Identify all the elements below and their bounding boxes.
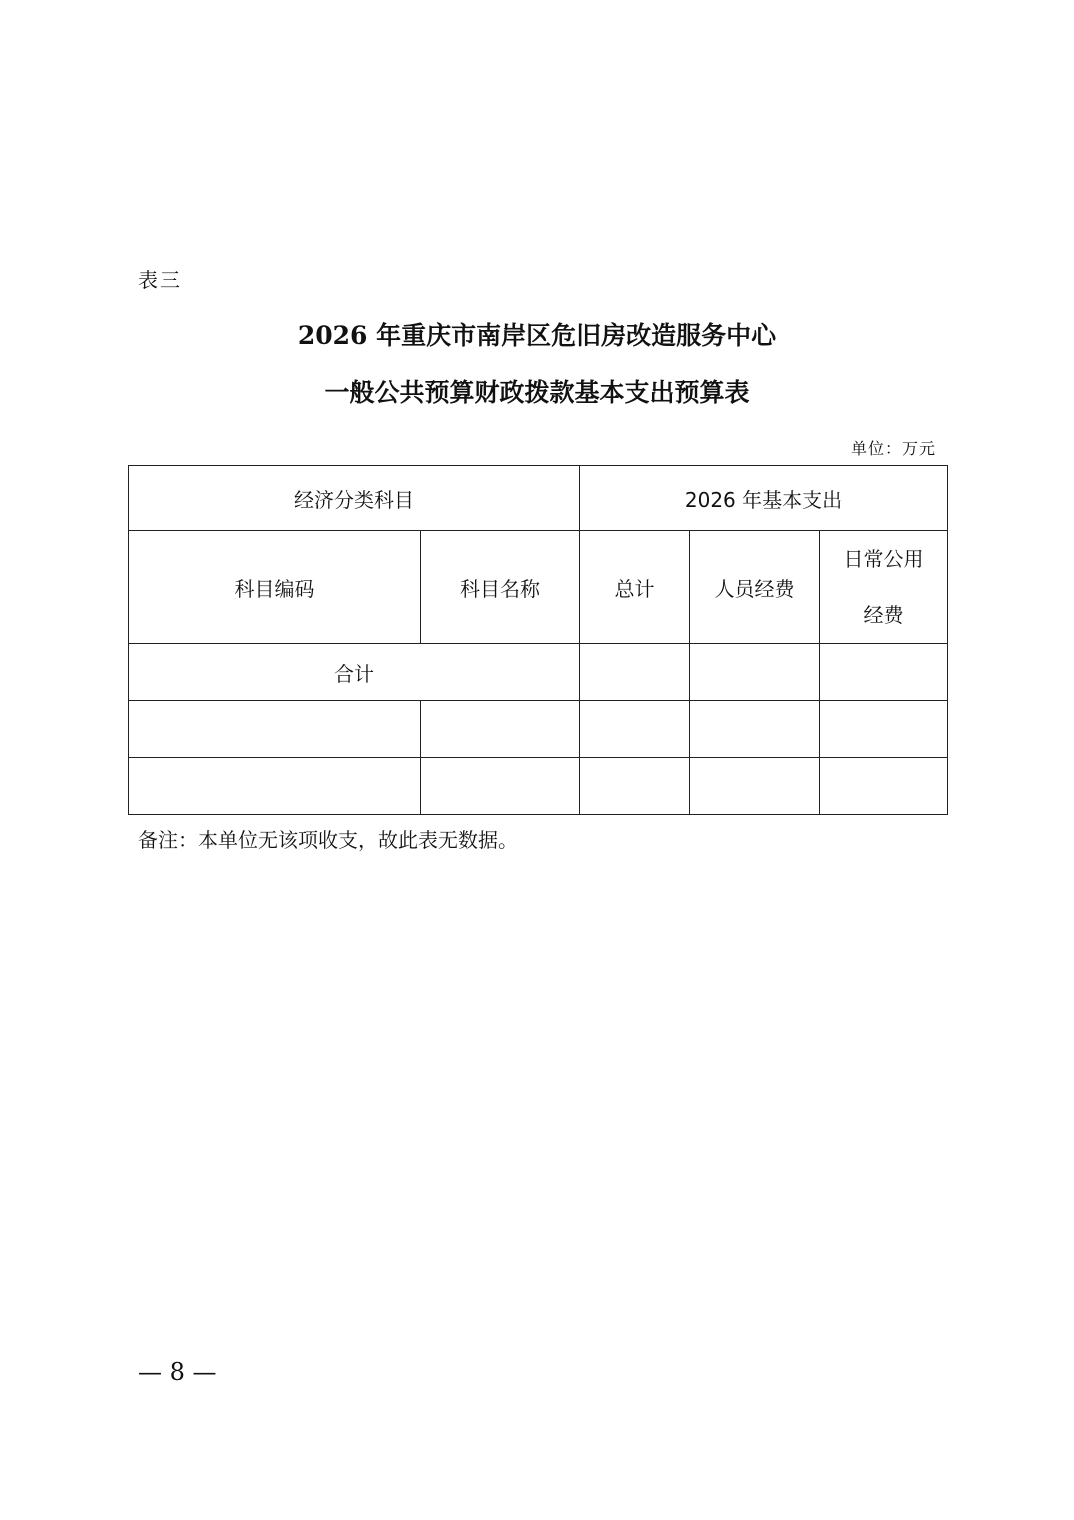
total-row-total-cell xyxy=(580,644,690,701)
document-title-line-2: 一般公共预算财政拨款基本支出预算表 xyxy=(324,378,750,407)
table-cell xyxy=(690,701,820,758)
header-total: 总计 xyxy=(580,531,690,644)
table-header-row-columns xyxy=(129,531,948,644)
total-row-label: 合计 xyxy=(129,644,580,701)
header-subject-code: 科目编码 xyxy=(129,531,421,644)
header-daily-public-expense-line2: 经费 xyxy=(863,603,904,627)
total-row-daily-public-cell xyxy=(820,644,948,701)
total-row-personnel-cell xyxy=(690,644,820,701)
table-cell xyxy=(690,758,820,815)
header-economic-category: 经济分类科目 xyxy=(129,466,580,531)
budget-table xyxy=(128,465,948,815)
document-title-line-1: 2026 年重庆市南岸区危旧房改造服务中心 xyxy=(297,321,777,350)
table-cell xyxy=(129,758,421,815)
table-cell xyxy=(820,701,948,758)
table-cell xyxy=(580,701,690,758)
table-header-row-group xyxy=(129,466,948,531)
table-cell xyxy=(820,758,948,815)
table-cell xyxy=(129,701,421,758)
table-cell xyxy=(421,758,580,815)
table-cell xyxy=(421,701,580,758)
page-number: — 8 — xyxy=(138,1358,217,1386)
table-row xyxy=(129,758,948,815)
table-cell xyxy=(580,758,690,815)
header-basic-expenditure: 2026 年基本支出 xyxy=(580,466,948,531)
table-row xyxy=(129,701,948,758)
table-label: 表三 xyxy=(138,268,182,292)
header-daily-public-expense xyxy=(820,531,948,644)
table-note: 备注：本单位无该项收支，故此表无数据。 xyxy=(138,828,518,852)
header-personnel-expense: 人员经费 xyxy=(690,531,820,644)
header-daily-public-expense-line1: 日常公用 xyxy=(843,547,924,571)
unit-label: 单位：万元 xyxy=(850,439,936,458)
table-row-total xyxy=(129,644,948,701)
header-subject-name: 科目名称 xyxy=(421,531,580,644)
